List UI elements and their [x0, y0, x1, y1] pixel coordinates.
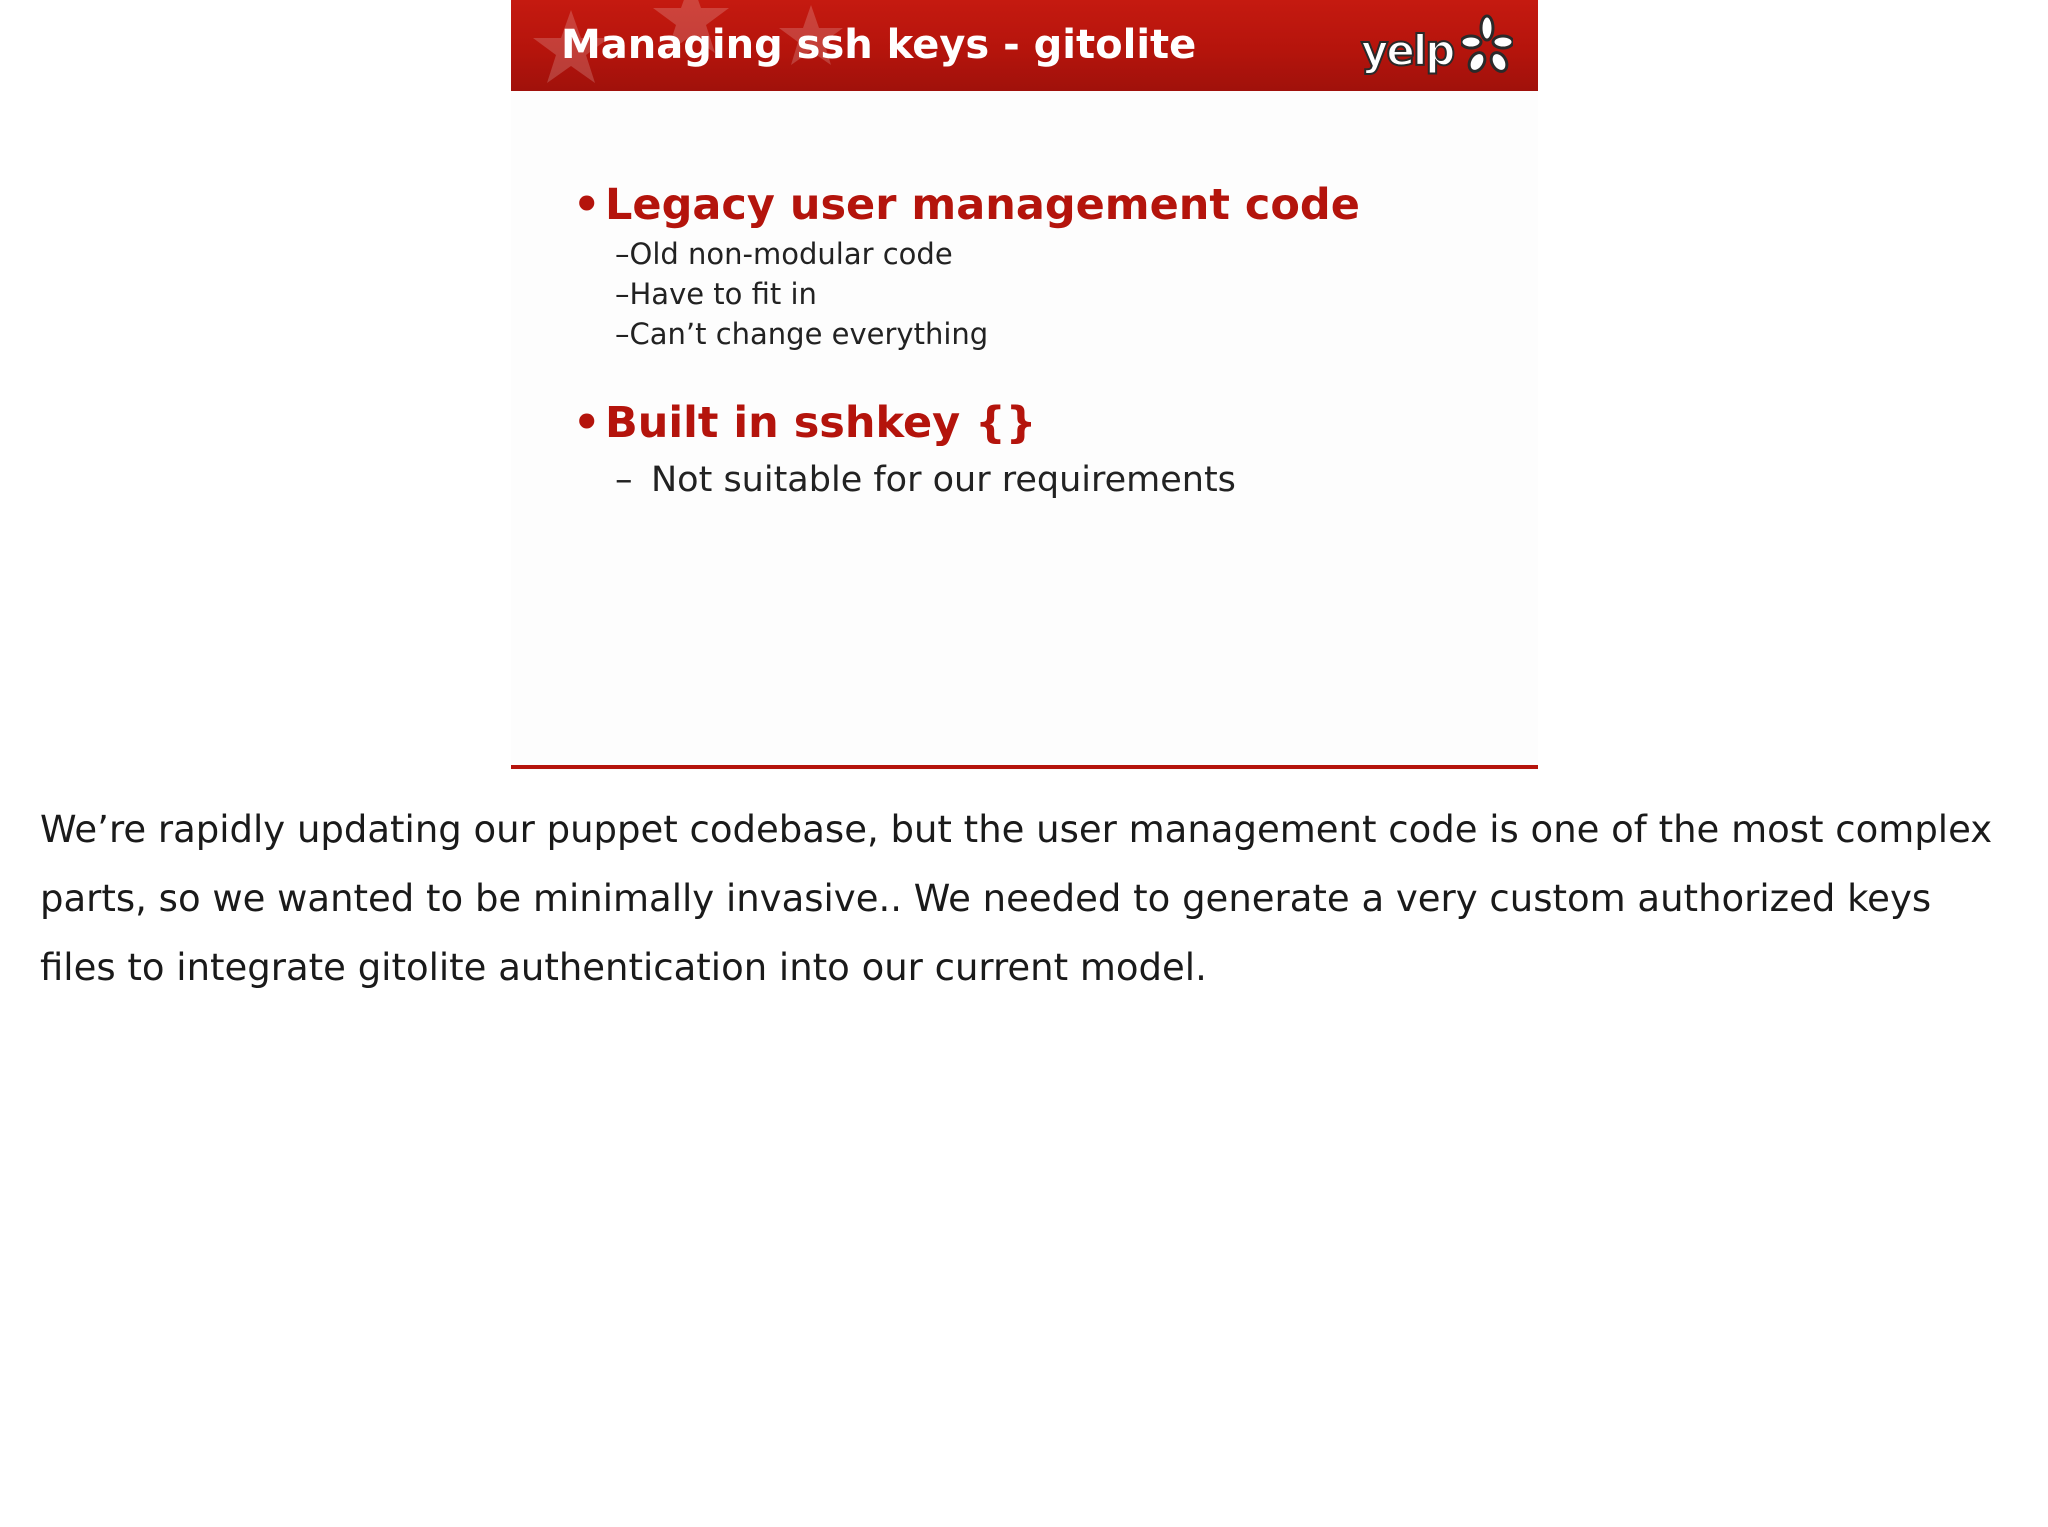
sub-item: –Have to fit in: [615, 277, 817, 311]
sub-item: –Can’t change everything: [615, 317, 989, 351]
bullet-dot: •: [573, 398, 601, 448]
bullet-label: Built in sshkey {}: [605, 398, 1037, 448]
sub-item: [615, 456, 1473, 504]
yelp-burst-icon: [1461, 14, 1513, 76]
bullet-list: [573, 176, 1473, 504]
speaker-notes: We’re rapidly updating our puppet codebase, but the user management code is one of the most complex parts, so we wanted to be minimally invasive.. We needed to generate a very custom authorized keys files to integrate gitolite authentication into our current model.: [40, 808, 1993, 989]
slide-divider: [511, 765, 1538, 769]
sub-item: –Old non-modular code: [615, 237, 953, 271]
yelp-logo: [1361, 10, 1511, 82]
bullet-item: [573, 394, 1473, 504]
sub-item-text: Not suitable for our requirements: [651, 460, 1236, 500]
bullet-dot: •: [573, 180, 601, 230]
slide: [511, 0, 1538, 770]
yelp-logo-text: yelp: [1361, 26, 1454, 75]
slide-header: [511, 0, 1538, 91]
bullet-label: Legacy user management code: [605, 180, 1360, 230]
slide-title: Managing ssh keys - gitolite: [561, 22, 1197, 68]
sub-dash: –: [615, 460, 633, 500]
bullet-item: [573, 176, 1473, 354]
